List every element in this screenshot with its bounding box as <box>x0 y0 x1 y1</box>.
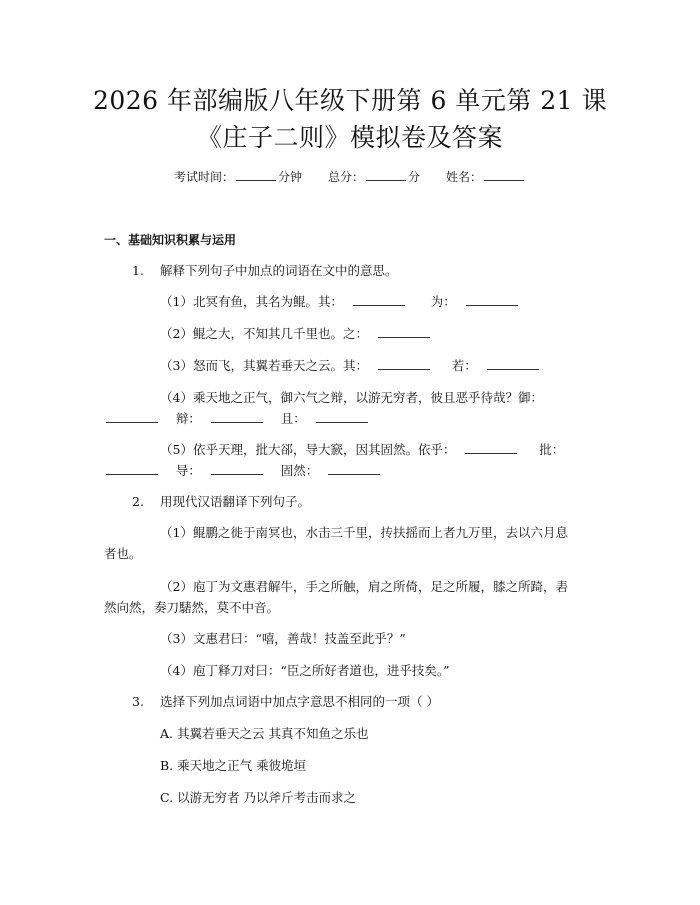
item-text: （1）北冥有鱼，其名为鲲。其： <box>160 294 343 309</box>
item-text: （4）乘天地之正气，御六气之辩，以游无穷者，彼且恶乎待哉？御： <box>160 390 543 405</box>
answer-blank <box>378 357 430 370</box>
question-item <box>160 389 543 407</box>
item-label: 辩： <box>175 411 201 426</box>
question-item <box>160 325 432 343</box>
item-label: 且： <box>280 411 306 426</box>
question-prompt: 用现代汉语翻译下列句子。 <box>160 494 311 509</box>
item-text: （5）依乎天理，批大郤，导大窾，因其固然。依乎： <box>160 442 456 457</box>
option-a: A. 其翼若垂天之云 其真不知鱼之乐也 <box>160 726 369 741</box>
item-text: （2）鲲之大，不知其几千里也。之： <box>160 326 368 341</box>
exam-score-blank <box>366 168 406 181</box>
answer-blank <box>353 293 405 306</box>
question-prompt: 解释下列句子中加点的词语在文中的意思。 <box>160 263 398 278</box>
question-item: （3）文惠君曰：“嘻，善哉！技盖至此乎？” <box>160 631 406 646</box>
answer-blank <box>466 293 518 306</box>
answer-blank <box>378 325 430 338</box>
question-item-cont: 者也。 <box>104 546 142 561</box>
question-number: 2. <box>132 494 144 509</box>
exam-info-row <box>0 168 700 186</box>
question-number: 3. <box>132 694 144 709</box>
item-label: 为： <box>430 294 456 309</box>
exam-time-unit: 分钟 <box>277 170 302 184</box>
exam-time-label: 考试时间： <box>173 170 234 184</box>
item-label: 若： <box>451 358 477 373</box>
item-label: 批： <box>539 442 565 457</box>
exam-name-blank <box>484 168 524 181</box>
section-heading: 一、基础知识积累与运用 <box>104 233 237 247</box>
answer-blank <box>487 357 539 370</box>
answer-blank <box>465 441 517 454</box>
question-item: （4）庖丁释刀对曰：“臣之所好者道也，进乎技矣。” <box>160 663 450 678</box>
answer-blank <box>106 462 158 475</box>
question-item <box>160 441 564 459</box>
question-item: （2）庖丁为文惠君解牛，手之所触，肩之所倚，足之所履，膝之所踦，砉 <box>160 579 568 594</box>
question-item <box>160 293 520 311</box>
item-text: （3）怒而飞，其翼若垂天之云。其： <box>160 358 368 373</box>
page-title-line2: 《庄子二则》模拟卷及答案 <box>196 123 503 152</box>
question-prompt: 选择下列加点词语中加点字意思不相同的一项（ ） <box>160 694 439 709</box>
question-item <box>160 357 541 375</box>
answer-blank <box>316 410 368 423</box>
question-number: 1. <box>132 263 144 278</box>
question-item: （1）鲲鹏之徙于南冥也，水击三千里，抟扶摇而上者九万里，去以六月息 <box>160 525 568 540</box>
exam-time-blank <box>236 168 276 181</box>
question-item-cont <box>104 410 370 428</box>
answer-blank <box>211 462 263 475</box>
exam-score-unit: 分 <box>408 170 421 184</box>
question-item-cont: 然向然，奏刀騞然，莫不中音。 <box>104 600 280 615</box>
option-c: C. 以游无穷者 乃以斧斤考击而求之 <box>160 790 357 805</box>
answer-blank <box>106 410 158 423</box>
exam-score-label: 总分： <box>327 170 364 184</box>
question-item-cont <box>104 462 382 480</box>
answer-blank <box>328 462 380 475</box>
exam-name-label: 姓名： <box>446 170 483 184</box>
item-label: 导： <box>175 463 201 478</box>
option-b: B. 乘天地之正气 乘彼垝垣 <box>160 758 307 773</box>
page-title-line1: 2026 年部编版八年级下册第 6 单元第 21 课 <box>92 86 608 115</box>
answer-blank <box>211 410 263 423</box>
item-label: 固然： <box>280 463 319 478</box>
